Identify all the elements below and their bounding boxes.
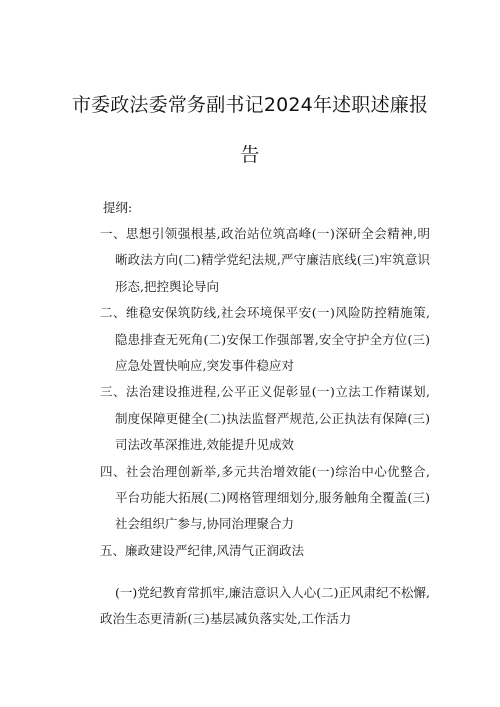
body-paragraph: (一)党纪教育常抓牢,廉洁意识入人心(二)正风肃纪不松懈,政治生态更清新(三)基层减负落实处,工作活力 — [100, 585, 430, 626]
outline-item-5: 五、廉政建设严纪律,风清气正润政法 — [100, 542, 304, 558]
outline-list — [100, 221, 430, 564]
outline-item-2: 二、维稳安保筑防线,社会环境保平安(一)风险防控精施策,隐患排查无死角(二)安保工作强部署,安全守护全方位(三)应急处置快响应,突发事件稳应对 — [100, 305, 430, 374]
outline-label: 提纲: — [103, 200, 133, 215]
document-title-line-1: 市委政法委常务副书记2024年述职述廉报 — [71, 94, 429, 116]
outline-item-4: 四、社会治理创新举,多元共治增效能(一)综治中心优整合,平台功能大拓展(二)网格管理细划分,服务触角全覆盖(三)社会组织广参与,协同治理聚合力 — [100, 463, 430, 532]
body-text — [100, 580, 430, 632]
outline-item-3: 三、法治建设推进程,公平正义促彰显(一)立法工作精谋划,制度保障更健全(二)执法监督严规范,公正执法有保障(三)司法改革深推进,效能提升见成效 — [100, 384, 430, 453]
document-title-line-2: 告 — [240, 144, 260, 166]
outline-item-1: 一、思想引领强根基,政治站位筑高峰(一)深研全会精神,明晰政法方向(二)精学党纪法规,严守廉洁底线(三)牢筑意识形态,把控舆论导向 — [100, 226, 430, 294]
